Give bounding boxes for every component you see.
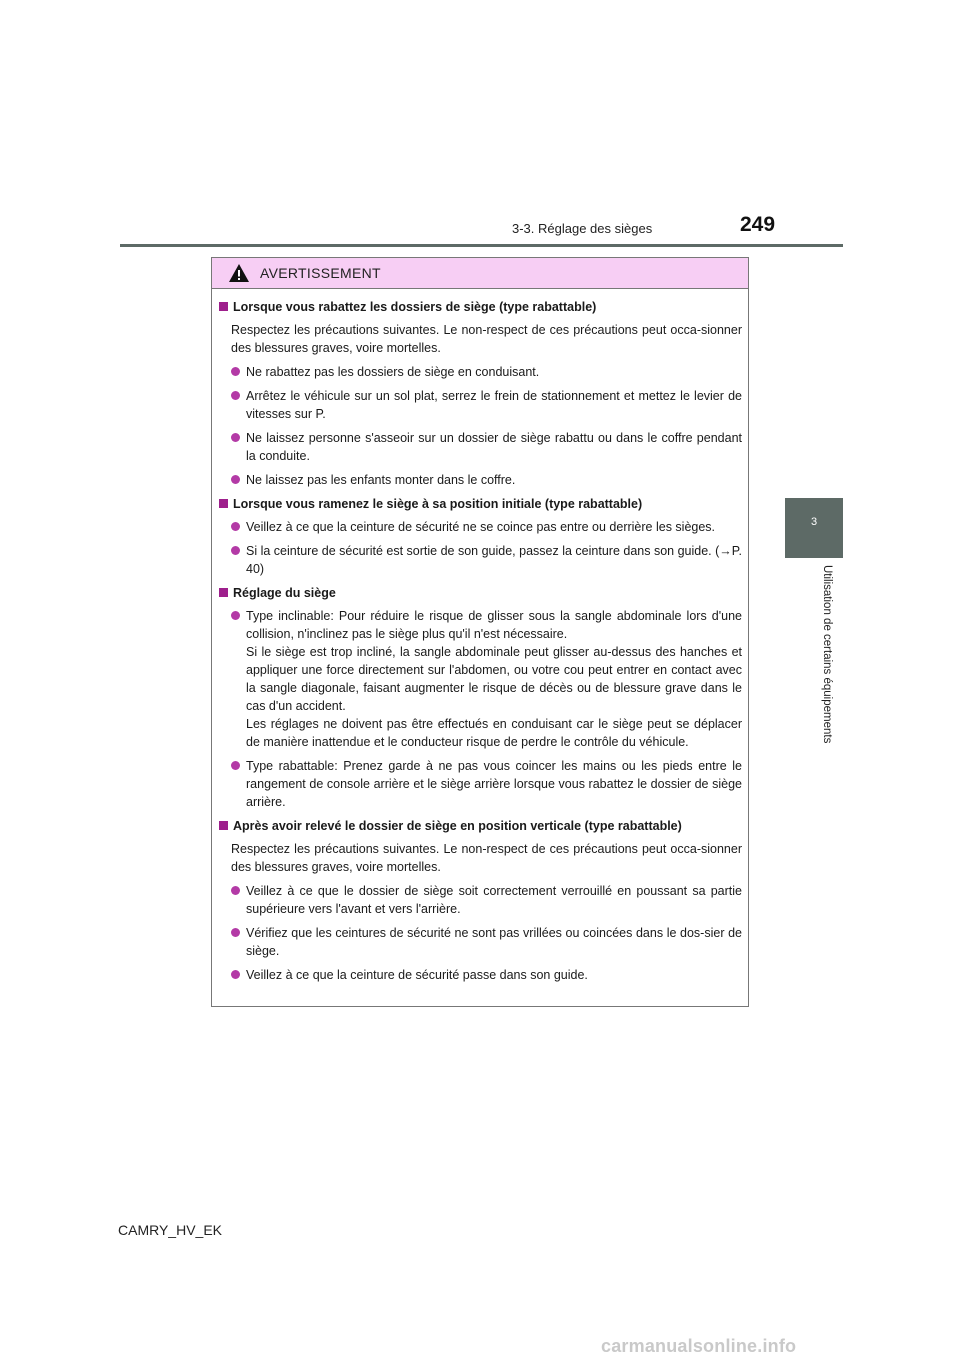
list-item [219,387,742,423]
round-bullet-icon [231,522,240,531]
section-heading-text: Lorsque vous ramenez le siège à sa position initiale (type rabattable) [233,497,643,511]
section-heading-text: Réglage du siège [233,586,336,600]
list-item-text: Arrêtez le véhicule sur un sol plat, serrez le frein de stationnement et mettez le levier de vitesses sur P. [246,389,742,421]
section-intro: Respectez les précautions suivantes. Le non-respect de ces précautions peut occa-sionner des blessures graves, voire mortelles. [231,842,742,874]
square-bullet-icon [219,302,228,311]
chapter-title: Utilisation de certains équipements [821,565,833,744]
list-item [219,429,742,465]
round-bullet-icon [231,475,240,484]
warning-triangle-icon [228,263,250,283]
warning-title: AVERTISSEMENT [260,265,381,281]
round-bullet-icon [231,928,240,937]
section-heading-text: Lorsque vous rabattez les dossiers de siège (type rabattable) [233,300,597,314]
section-title: 3-3. Réglage des sièges [512,221,653,236]
list-item-text: Type rabattable: Prenez garde à ne pas vous coincer les mains ou les pieds entre le rangement de console arrière et le siège arrière lorsque vous rabattez le dossier de siège arrière. [246,759,742,809]
square-bullet-icon [219,499,228,508]
list-item-text: Type inclinable: Pour réduire le risque de glisser sous la sangle abdominale lors d'une collision, n'inclinez pas le siège plus qu'il n'est nécessaire. Si le siège est trop incliné, la sangle abdominale peut glisser au-dessus des hanches et appliquer une force directement sur l'abdomen, ou votre cou peut entrer en contact avec la sangle diagonale, faisant augmenter le risque de décès ou de blessure grave dans le cas d'un accident. Les réglages ne doivent pas être effectués en conduisant car le siège peut se déplacer de manière inattendue et le conducteur risque de perdre le contrôle du véhicule. [246,609,742,749]
list-item [219,966,742,984]
list-item-text: Vérifiez que les ceintures de sécurité ne sont pas vrillées ou coincées dans le dos-sier de siège. [246,926,742,958]
warning-box [211,257,749,1007]
section-heading [219,298,742,316]
section-intro: Respectez les précautions suivantes. Le non-respect de ces précautions peut occa-sionner des blessures graves, voire mortelles. [231,323,742,355]
list-item [219,363,742,381]
section-heading [219,495,742,513]
header-divider [120,244,843,247]
square-bullet-icon [219,821,228,830]
section-heading [219,817,742,835]
warning-body [212,289,748,984]
round-bullet-icon [231,367,240,376]
round-bullet-icon [231,611,240,620]
round-bullet-icon [231,391,240,400]
warning-header [212,258,748,289]
model-code: CAMRY_HV_EK [118,1222,223,1238]
list-item-text: Ne laissez pas les enfants monter dans le coffre. [246,473,516,487]
chapter-tab [785,498,843,558]
list-item-text: Si la ceinture de sécurité est sortie de son guide, passez la ceinture dans son guide. (→P. 40) [246,544,742,576]
chapter-number: 3 [810,516,818,528]
list-item-text: Ne rabattez pas les dossiers de siège en conduisant. [246,365,540,379]
list-item [219,924,742,960]
list-item [219,757,742,811]
list-item-text: Ne laissez personne s'asseoir sur un dossier de siège rabattu ou dans le coffre pendant la conduite. [246,431,742,463]
list-item [219,518,742,536]
watermark: carmanualsonline.info [601,1336,797,1356]
list-item [219,542,742,578]
section-heading-text: Après avoir relevé le dossier de siège en position verticale (type rabattable) [233,819,682,833]
round-bullet-icon [231,761,240,770]
square-bullet-icon [219,588,228,597]
list-item-text: Veillez à ce que le dossier de siège soit correctement verrouillé en poussant sa partie supérieure vers l'avant et vers l'arrière. [246,884,742,916]
round-bullet-icon [231,970,240,979]
list-item-text: Veillez à ce que la ceinture de sécurité ne se coince pas entre ou derrière les sièges. [246,520,716,534]
section-heading [219,584,742,602]
list-item [219,471,742,489]
page-number: 249 [740,213,776,236]
round-bullet-icon [231,546,240,555]
list-item [219,882,742,918]
round-bullet-icon [231,433,240,442]
list-item [219,607,742,751]
list-item-text: Veillez à ce que la ceinture de sécurité passe dans son guide. [246,968,588,982]
round-bullet-icon [231,886,240,895]
